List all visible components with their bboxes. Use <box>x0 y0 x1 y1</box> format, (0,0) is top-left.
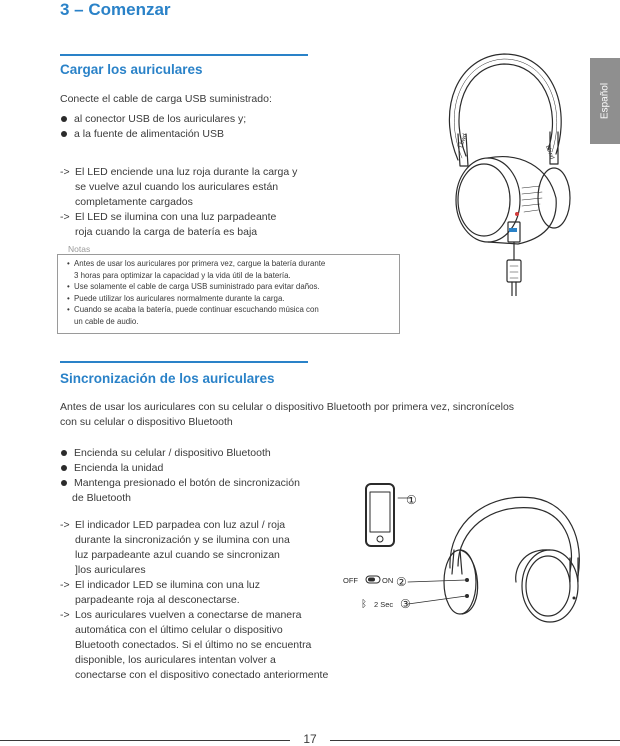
notes-box <box>57 254 400 334</box>
charge-bullet-list <box>60 112 360 142</box>
callout-1: ① <box>406 493 417 507</box>
sync-arrow-item: -> El indicador LED se ilumina con una luz parpadeante roja al desconectarse. <box>60 579 261 606</box>
callout-3: ③ <box>400 597 411 611</box>
sync-heading-rule <box>60 361 308 363</box>
note-item: • Antes de usar los auriculares por primera vez, cargue la batería durante 3 horas para optimizar la capacidad y la vida útil de la batería. <box>67 258 393 281</box>
charge-arrow-item: -> El LED enciende una luz roja durante la carga y se vuelve azul cuando los auriculares están completamente cargados <box>60 166 298 208</box>
sync-diagram <box>338 478 586 658</box>
sync-bullet: Encienda su celular / dispositivo Bluetooth <box>60 446 360 461</box>
switch-off-label: OFF <box>343 576 358 585</box>
notes-label: Notas <box>68 244 91 254</box>
language-tab-label: Español <box>599 82 611 120</box>
sync-bullet-list <box>60 446 360 506</box>
sync-bullet: Mantenga presionado el botón de sincronización de Bluetooth <box>60 476 360 506</box>
page-number: 17 <box>296 732 324 746</box>
sync-intro: Antes de usar los auriculares con su celular o dispositivo Bluetooth por primera vez, sincronícelos con su celular o dispositivo Bluetooth <box>60 401 515 428</box>
sync-led-notes <box>60 518 380 683</box>
bluetooth-icon: ᛒ <box>361 599 367 610</box>
switch-on-label: ON <box>382 576 394 585</box>
charge-bullet: a la fuente de alimentación USB <box>60 127 360 142</box>
sync-bullet: Encienda la unidad <box>60 461 360 476</box>
language-tab <box>590 58 620 144</box>
note-item: • Puede utilizar los auriculares normalmente durante la carga. <box>67 293 393 305</box>
page-title: 3 – Comenzar <box>60 0 171 19</box>
charge-heading-rule <box>60 54 308 56</box>
charge-arrow-item: -> El LED se ilumina con una luz parpadeante roja cuando la carga de batería es baja <box>60 211 277 238</box>
sync-arrow-item: -> Los auriculares vuelven a conectarse de manera automática con el último celular o dispositivo Bluetooth conectados. Si el último no se encuentra disponible, los auriculares intentan volver a conectarse con el dispositivo conectado anteriormente <box>60 609 329 681</box>
charge-led-notes <box>60 165 380 240</box>
footer-rule-left <box>0 740 290 741</box>
hold-duration-label: 2 Sec <box>374 600 394 609</box>
charge-heading: Cargar los auriculares <box>60 62 203 77</box>
svg-text:Lbwd: Lbwd <box>458 133 469 149</box>
sync-heading: Sincronización de los auriculares <box>60 371 275 386</box>
note-item: • Use solamente el cable de carga USB suministrado para evitar daños. <box>67 281 393 293</box>
note-item: • Cuando se acaba la batería, puede continuar escuchando música con un cable de audio. <box>67 304 393 327</box>
charging-headphones-illustration <box>418 48 576 296</box>
callout-2: ② <box>396 575 407 589</box>
charge-intro: Conecte el cable de carga USB suministrado: <box>60 93 272 105</box>
svg-text:Lbwd: Lbwd <box>544 144 555 161</box>
footer-rule-right <box>330 740 620 741</box>
charge-bullet: al conector USB de los auriculares y; <box>60 112 360 127</box>
sync-arrow-item: -> El indicador LED parpadea con luz azul / roja durante la sincronización y se ilumina con una luz parpadeante azul cuando se sincronizan ]los auriculares <box>60 519 290 576</box>
